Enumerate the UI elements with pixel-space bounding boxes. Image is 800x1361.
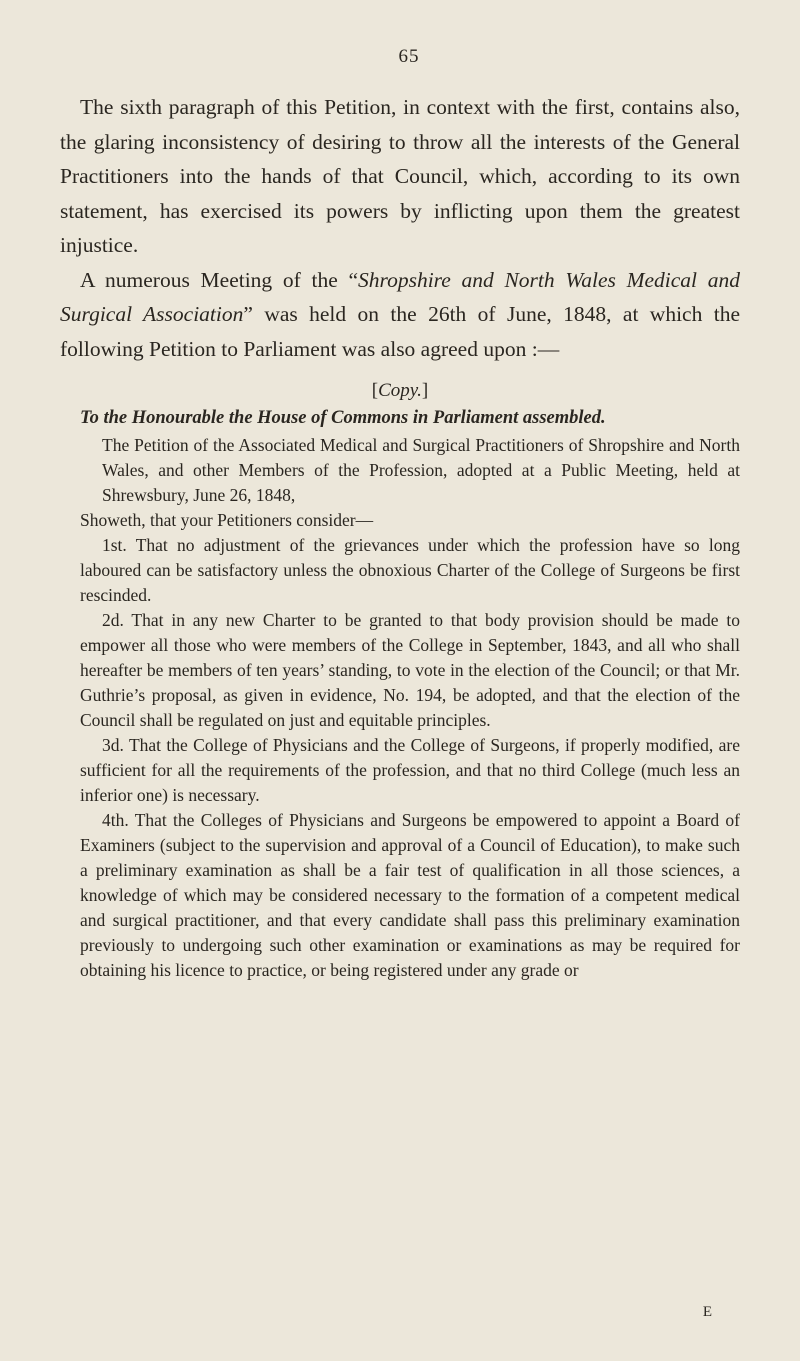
intro-p2-before: A numerous Meeting of the “ — [80, 267, 359, 292]
copy-bracket-open: [ — [371, 380, 379, 401]
petition-lead: Showeth, that your Petitioners consider— — [80, 510, 374, 530]
petition-item-4: 4th. That the Colleges of Physicians and Surgeons be empowered to appoint a Board of Examiners (subject to the supervision and approval of a Council of Education), to make such a preliminary examination as shall be a fair test of qualification in all those sciences, a knowledge of which may be considered necessary to the formation of a competent medical and surgical practitioner, and that every candidate shall pass this preliminary examination previously to undergoing such other examination or examinations as may be required for obtaining his licence to practice, or being registered under any grade or — [80, 810, 740, 980]
association-name: Shropshire and North Wales Medical and Surgical Association — [60, 267, 740, 326]
intro-paragraph-1: The sixth paragraph of this Petition, in context with the first, contains also, the glaring inconsistency of desiring to throw all the interests of the General Practitioners into the hands of that Council, which, according to its own statement, has exercised its powers by inflicting upon them the greatest injustice. — [60, 95, 740, 257]
petition-item-3: 3d. That the College of Physicians and the College of Surgeons, if properly modified, are sufficient for all the requirements of the profession, and that no third College (much less an inferior one) is necessary. — [80, 735, 740, 805]
page-number: 65 — [398, 46, 420, 67]
petition-item-2: 2d. That in any new Charter to be granted to that body provision should be made to empower all those who were members of the College in September, 1843, and all who shall hereafter be members of ten years’ standing, to vote in the election of the Council; or that Mr. Guthrie’s proposal, as given in evidence, No. 194, be adopted, and that the election of the Council shall be regulated on just and equitable principles. — [80, 610, 740, 730]
petition-preamble: The Petition of the Associated Medical and Surgical Practitioners of Shropshire and North Wales, and other Members of the Profession, adopted at a Public Meeting, held at Shrewsbury, June 26, 1848, — [102, 435, 740, 505]
intro-section — [60, 90, 740, 366]
petition-item-1: 1st. That no adjustment of the grievances under which the profession have so long laboured can be satisfactory unless the obnoxious Charter of the College of Surgeons be first rescinded. — [80, 535, 740, 605]
signature-mark: E — [702, 1304, 712, 1320]
intro-paragraph-2 — [60, 263, 740, 367]
intro-p2-after: ” was held on the 26th of June, 1848, at which the following Petition to Parliament was also agreed upon :— — [60, 302, 740, 361]
petition-body — [80, 433, 740, 983]
copy-label-text: Copy. — [378, 380, 422, 401]
petition-address: To the Honourable the House of Commons in Parliament assembled. — [80, 408, 606, 428]
copy-bracket-close: ] — [421, 380, 429, 401]
copy-label — [60, 380, 740, 402]
